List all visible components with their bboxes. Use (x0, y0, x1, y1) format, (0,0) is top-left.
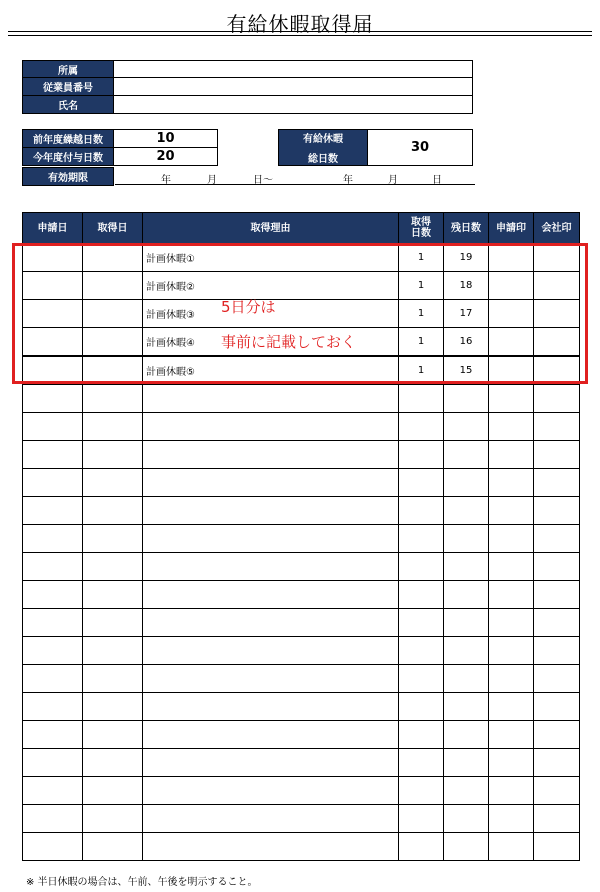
table-row[interactable] (23, 581, 580, 609)
remaining-cell[interactable]: 16 (444, 328, 489, 357)
carryover-label: 前年度繰越日数 (22, 129, 114, 148)
table-row[interactable] (23, 553, 580, 581)
taken-date-cell[interactable] (83, 833, 143, 861)
days-taken-cell[interactable] (399, 721, 444, 749)
applicant-seal-cell[interactable] (489, 441, 534, 469)
applicant-seal-cell[interactable] (489, 721, 534, 749)
apply-date-cell[interactable] (23, 553, 83, 581)
reason-cell[interactable]: 計画休暇③ (143, 300, 399, 328)
col-apply-date: 申請日 (23, 213, 83, 244)
table-row[interactable] (23, 833, 580, 861)
annotation-highlight-box (12, 243, 588, 384)
department-label: 所属 (22, 60, 114, 78)
company-seal-cell[interactable] (534, 749, 580, 777)
days-taken-cell[interactable] (399, 777, 444, 805)
taken-date-cell[interactable] (83, 413, 143, 441)
company-seal-cell[interactable] (534, 469, 580, 497)
col-days-taken (399, 213, 444, 244)
remaining-cell[interactable]: 17 (444, 300, 489, 328)
company-seal-cell[interactable] (534, 609, 580, 637)
total-days-value[interactable]: 30 (367, 129, 473, 166)
apply-date-cell[interactable] (23, 525, 83, 553)
days-taken-cell[interactable] (399, 609, 444, 637)
total-days-label-line2: 総日数 (308, 154, 338, 165)
department-field[interactable] (113, 60, 473, 78)
applicant-seal-cell[interactable] (489, 553, 534, 581)
applicant-seal-cell[interactable] (489, 777, 534, 805)
company-seal-cell[interactable] (534, 833, 580, 861)
remaining-cell[interactable] (444, 469, 489, 497)
remaining-cell[interactable] (444, 609, 489, 637)
carryover-value[interactable]: 10 (113, 129, 218, 148)
company-seal-cell[interactable] (534, 441, 580, 469)
days-taken-cell[interactable] (399, 413, 444, 441)
taken-date-cell[interactable] (83, 553, 143, 581)
days-taken-cell[interactable]: 1 (399, 272, 444, 300)
reason-cell[interactable] (143, 749, 399, 777)
days-taken-cell[interactable] (399, 581, 444, 609)
company-seal-cell[interactable] (534, 581, 580, 609)
applicant-seal-cell[interactable] (489, 413, 534, 441)
applicant-seal-cell[interactable] (489, 749, 534, 777)
table-row[interactable] (23, 749, 580, 777)
validity-start-day: 日～ (253, 175, 273, 186)
table-row[interactable] (23, 497, 580, 525)
company-seal-cell[interactable] (534, 693, 580, 721)
apply-date-cell[interactable] (23, 721, 83, 749)
footnote: ※ 半日休暇の場合は、午前、午後を明示すること。 (26, 877, 258, 888)
remaining-cell[interactable] (444, 777, 489, 805)
reason-cell[interactable] (143, 525, 399, 553)
days-taken-cell[interactable] (399, 749, 444, 777)
applicant-seal-cell[interactable] (489, 469, 534, 497)
table-row[interactable] (23, 777, 580, 805)
days-taken-cell[interactable] (399, 497, 444, 525)
col-reason: 取得理由 (143, 213, 399, 244)
reason-cell[interactable] (143, 665, 399, 693)
apply-date-cell[interactable] (23, 665, 83, 693)
taken-date-cell[interactable] (83, 497, 143, 525)
remaining-cell[interactable]: 15 (444, 356, 489, 385)
applicant-seal-cell[interactable] (489, 581, 534, 609)
total-days-label (278, 129, 368, 166)
company-seal-cell[interactable] (534, 525, 580, 553)
apply-date-cell[interactable] (23, 833, 83, 861)
reason-cell[interactable]: 計画休暇④ (143, 328, 399, 357)
days-taken-cell[interactable] (399, 385, 444, 413)
applicant-seal-cell[interactable] (489, 833, 534, 861)
apply-date-cell[interactable] (23, 413, 83, 441)
col-taken-date: 取得日 (83, 213, 143, 244)
days-taken-cell[interactable]: 1 (399, 328, 444, 357)
table-row[interactable] (23, 385, 580, 413)
title-underline-top (8, 31, 592, 32)
remaining-cell[interactable] (444, 581, 489, 609)
apply-date-cell[interactable] (23, 805, 83, 833)
days-taken-cell[interactable] (399, 833, 444, 861)
validity-end-year: 年 (343, 175, 353, 186)
reason-cell[interactable] (143, 581, 399, 609)
reason-cell[interactable] (143, 469, 399, 497)
col-company-seal: 会社印 (534, 213, 580, 244)
applicant-seal-cell[interactable] (489, 693, 534, 721)
company-seal-cell[interactable] (534, 805, 580, 833)
validity-period[interactable] (115, 167, 475, 185)
reason-cell[interactable] (143, 385, 399, 413)
remaining-cell[interactable] (444, 749, 489, 777)
apply-date-cell[interactable] (23, 693, 83, 721)
taken-date-cell[interactable] (83, 721, 143, 749)
validity-end-month: 月 (388, 175, 398, 186)
company-seal-cell[interactable] (534, 637, 580, 665)
taken-date-cell[interactable] (83, 385, 143, 413)
applicant-seal-cell[interactable] (489, 385, 534, 413)
remaining-cell[interactable] (444, 805, 489, 833)
form-title: 有給休暇取得届 (226, 12, 374, 36)
company-seal-cell[interactable] (534, 497, 580, 525)
remaining-cell[interactable] (444, 525, 489, 553)
annotation-text-line2: 事前に記載しておく (221, 333, 357, 351)
applicant-seal-cell[interactable] (489, 805, 534, 833)
reason-cell[interactable] (143, 497, 399, 525)
apply-date-cell[interactable] (23, 441, 83, 469)
table-row[interactable] (23, 525, 580, 553)
taken-date-cell[interactable] (83, 637, 143, 665)
reason-cell[interactable] (143, 441, 399, 469)
employee-no-field[interactable] (113, 77, 473, 96)
annotation-text-line1: 5日分は (221, 298, 276, 316)
applicant-seal-cell[interactable] (489, 665, 534, 693)
validity-label: 有効期限 (22, 167, 114, 186)
table-row[interactable] (23, 637, 580, 665)
table-row[interactable] (23, 693, 580, 721)
name-label: 氏名 (22, 95, 114, 114)
company-seal-cell[interactable] (534, 385, 580, 413)
granted-label: 今年度付与日数 (22, 147, 114, 166)
taken-date-cell[interactable] (83, 749, 143, 777)
days-taken-cell[interactable] (399, 693, 444, 721)
remaining-cell[interactable] (444, 693, 489, 721)
taken-date-cell[interactable] (83, 805, 143, 833)
granted-value[interactable]: 20 (113, 147, 218, 166)
validity-start-year: 年 (161, 175, 171, 186)
reason-cell[interactable]: 計画休暇② (143, 272, 399, 300)
reason-cell[interactable] (143, 553, 399, 581)
days-taken-cell[interactable]: 1 (399, 244, 444, 272)
days-taken-cell[interactable] (399, 805, 444, 833)
reason-cell[interactable] (143, 777, 399, 805)
remaining-cell[interactable] (444, 637, 489, 665)
company-seal-cell[interactable] (534, 665, 580, 693)
taken-date-cell[interactable] (83, 777, 143, 805)
days-taken-cell[interactable] (399, 525, 444, 553)
validity-end-day: 日 (432, 175, 442, 186)
title-underline-bottom (8, 35, 592, 36)
col-remaining: 残日数 (444, 213, 489, 244)
company-seal-cell[interactable] (534, 777, 580, 805)
remaining-cell[interactable]: 18 (444, 272, 489, 300)
company-seal-cell[interactable] (534, 413, 580, 441)
col-applicant-seal: 申請印 (489, 213, 534, 244)
apply-date-cell[interactable] (23, 469, 83, 497)
apply-date-cell[interactable] (23, 637, 83, 665)
days-taken-cell[interactable]: 1 (399, 300, 444, 328)
days-taken-cell[interactable] (399, 665, 444, 693)
validity-start-month: 月 (207, 175, 217, 186)
employee-no-label: 従業員番号 (22, 77, 114, 96)
applicant-seal-cell[interactable] (489, 637, 534, 665)
col-days-taken-label: 取得日数 (411, 217, 431, 239)
table-row[interactable] (23, 721, 580, 749)
reason-cell[interactable] (143, 833, 399, 861)
table-row[interactable] (23, 441, 580, 469)
days-taken-cell[interactable] (399, 553, 444, 581)
table-row[interactable] (23, 805, 580, 833)
applicant-seal-cell[interactable] (489, 609, 534, 637)
days-taken-cell[interactable] (399, 637, 444, 665)
taken-date-cell[interactable] (83, 693, 143, 721)
taken-date-cell[interactable] (83, 665, 143, 693)
taken-date-cell[interactable] (83, 441, 143, 469)
remaining-cell[interactable] (444, 413, 489, 441)
taken-date-cell[interactable] (83, 581, 143, 609)
remaining-cell[interactable] (444, 833, 489, 861)
apply-date-cell[interactable] (23, 385, 83, 413)
reason-cell[interactable] (143, 805, 399, 833)
table-row[interactable] (23, 665, 580, 693)
company-seal-cell[interactable] (534, 553, 580, 581)
applicant-seal-cell[interactable] (489, 525, 534, 553)
remaining-cell[interactable] (444, 553, 489, 581)
taken-date-cell[interactable] (83, 469, 143, 497)
company-seal-cell[interactable] (534, 721, 580, 749)
apply-date-cell[interactable] (23, 581, 83, 609)
remaining-cell[interactable]: 19 (444, 244, 489, 272)
remaining-cell[interactable] (444, 385, 489, 413)
reason-cell[interactable] (143, 693, 399, 721)
remaining-cell[interactable] (444, 665, 489, 693)
days-taken-cell[interactable] (399, 441, 444, 469)
reason-cell[interactable] (143, 413, 399, 441)
table-header-row (23, 213, 580, 244)
reason-cell[interactable] (143, 721, 399, 749)
reason-cell[interactable]: 計画休暇① (143, 244, 399, 272)
days-taken-cell[interactable]: 1 (399, 356, 444, 385)
reason-cell[interactable]: 計画休暇⑤ (143, 356, 399, 385)
reason-cell[interactable] (143, 637, 399, 665)
remaining-cell[interactable] (444, 441, 489, 469)
reason-cell[interactable] (143, 609, 399, 637)
table-row[interactable] (23, 609, 580, 637)
name-field[interactable] (113, 95, 473, 114)
table-row[interactable] (23, 469, 580, 497)
applicant-seal-cell[interactable] (489, 497, 534, 525)
remaining-cell[interactable] (444, 497, 489, 525)
remaining-cell[interactable] (444, 721, 489, 749)
apply-date-cell[interactable] (23, 497, 83, 525)
apply-date-cell[interactable] (23, 749, 83, 777)
taken-date-cell[interactable] (83, 609, 143, 637)
total-days-label-line1: 有給休暇 (303, 134, 343, 145)
apply-date-cell[interactable] (23, 777, 83, 805)
taken-date-cell[interactable] (83, 525, 143, 553)
table-row[interactable] (23, 413, 580, 441)
apply-date-cell[interactable] (23, 609, 83, 637)
days-taken-cell[interactable] (399, 469, 444, 497)
